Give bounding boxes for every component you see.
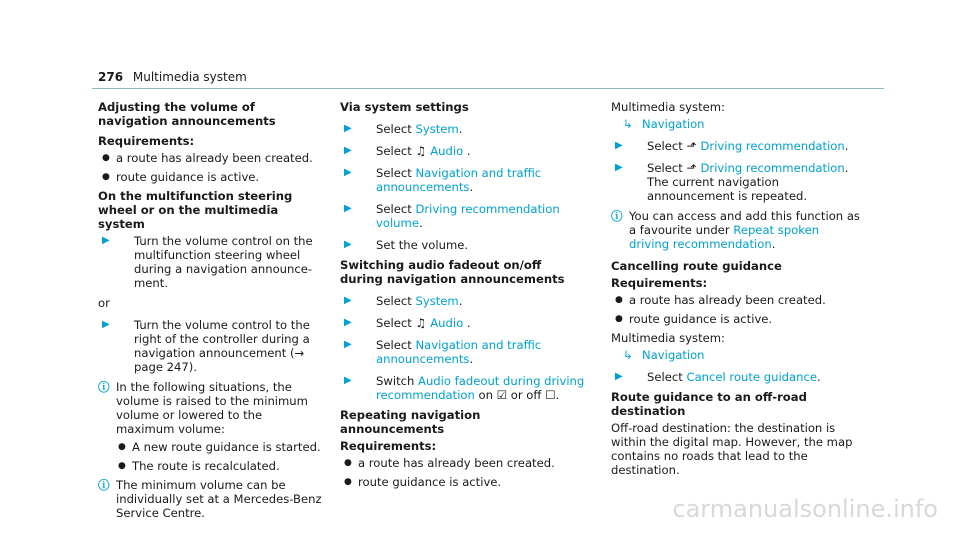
info-icon: ⓘ xyxy=(98,380,110,394)
step-arrow-icon: ▶ xyxy=(344,375,352,386)
driving-recommendation-icon: ⬏ xyxy=(686,139,697,153)
nav-path xyxy=(623,348,861,362)
heading-volume: Adjusting the volume of navigation announcements xyxy=(98,100,276,128)
step-arrow-icon: ▶ xyxy=(344,145,352,156)
step-arrow-icon: ▶ xyxy=(344,317,352,328)
list-item: ● The route is recalculated. xyxy=(118,459,280,473)
step-arrow-icon: ▶ xyxy=(615,371,623,382)
audio-fadeout-link[interactable]: Audio fadeout during driving recommendation xyxy=(376,374,585,402)
list-item: ● a route has already been created. xyxy=(344,456,555,470)
step-arrow-icon: ▶ xyxy=(344,295,352,306)
system-link[interactable]: System xyxy=(415,294,459,308)
column-3 xyxy=(611,100,861,480)
nav-path xyxy=(623,117,861,131)
section-title: Multimedia system xyxy=(132,70,247,84)
note: ⓘ You can access and add this function as a favourite under Repeat spoken driving recommendation. xyxy=(611,209,860,251)
heading-offroad: Route guidance to an off-road destination xyxy=(611,390,807,418)
list-item: ● a route has already been created. xyxy=(102,151,313,165)
multimedia-system-label: Multimedia system: xyxy=(611,100,725,114)
step-arrow-icon: ▶ xyxy=(344,239,352,250)
step: ▶ Switch Audio fadeout during driving recommendation on ☑ or off ☐. xyxy=(340,374,585,402)
page-number: 276 xyxy=(98,70,124,84)
step-arrow-icon: ▶ xyxy=(344,339,352,350)
step: ▶ Select System. xyxy=(340,122,585,136)
info-icon: ⓘ xyxy=(98,478,110,492)
requirements-label: Requirements: xyxy=(98,134,195,148)
navigation-link[interactable]: Navigation xyxy=(642,348,705,362)
repeat-favourite-link[interactable]: Repeat spoken driving recommendation xyxy=(629,223,820,251)
step-arrow-icon: ▶ xyxy=(615,162,623,173)
note: ⓘ In the following situations, the volume is raised to the minimum volume or lowered to the maximum volume: xyxy=(98,380,308,436)
step-arrow-icon: ▶ xyxy=(344,123,352,134)
page-header xyxy=(98,70,247,84)
path-arrow-icon: ↳ xyxy=(623,117,633,131)
navigation-link[interactable]: Navigation xyxy=(642,117,705,131)
path-arrow-icon: ↳ xyxy=(623,348,633,362)
step: ▶ Select ⬏ Driving recommendation. The current navigation announcement is repeated. xyxy=(611,161,861,203)
step: ▶ Select System. xyxy=(340,294,585,308)
info-icon: ⓘ xyxy=(611,209,623,223)
nav-announcements-link[interactable]: Navigation and traffic announcements xyxy=(376,166,542,194)
header-rule xyxy=(92,88,884,89)
step: ▶ Select Navigation and traffic announcements. xyxy=(340,166,585,194)
step: ▶ Select Driving recommendation volume. xyxy=(340,202,585,230)
offroad-text: Off-road destination: the destination is within the digital map. However, the map contains no roads that lead to the destination. xyxy=(611,421,853,477)
note: ⓘ The minimum volume can be individually set at a Mercedes-Benz Service Centre. xyxy=(98,478,322,520)
heading-system-settings: Via system settings xyxy=(340,100,469,114)
audio-icon: ♫ xyxy=(415,316,427,330)
audio-icon: ♫ xyxy=(415,144,427,158)
step-arrow-icon: ▶ xyxy=(102,319,110,330)
requirements-label: Requirements: xyxy=(611,276,708,290)
cancel-guidance-link[interactable]: Cancel route guidance xyxy=(686,370,817,384)
driving-recommendation-link[interactable]: Driving recommendation xyxy=(700,161,845,175)
list-item: ● route guidance is active. xyxy=(102,170,260,184)
step: ▶ Turn the volume control on the multifunction steering wheel during a navigation announcement. xyxy=(98,234,323,290)
heading-steering: On the multifunction steering wheel or on the multimedia system xyxy=(98,189,293,231)
audio-link[interactable]: Audio xyxy=(430,144,464,158)
step-arrow-icon: ▶ xyxy=(615,140,623,151)
step-arrow-icon: ▶ xyxy=(344,167,352,178)
heading-fadeout: Switching audio fadeout on/off during navigation announcements xyxy=(340,258,565,286)
list-item: ● a route has already been created. xyxy=(615,293,826,307)
list-item: ● A new route guidance is started. xyxy=(118,440,321,454)
heading-cancel: Cancelling route guidance xyxy=(611,259,782,273)
step: ▶ Select Cancel route guidance. xyxy=(611,370,861,384)
driving-recommendation-link[interactable]: Driving recommendation xyxy=(700,139,845,153)
step: ▶ Select ♫ Audio . xyxy=(340,316,585,330)
multimedia-system-label: Multimedia system: xyxy=(611,331,725,345)
audio-link[interactable]: Audio xyxy=(430,316,464,330)
list-item: ● route guidance is active. xyxy=(615,312,773,326)
system-link[interactable]: System xyxy=(415,122,459,136)
step: ▶ Set the volume. xyxy=(340,238,585,252)
step: ▶ Select Navigation and traffic announcements. xyxy=(340,338,585,366)
step-arrow-icon: ▶ xyxy=(102,235,110,246)
driving-recommendation-icon: ⬏ xyxy=(686,161,697,175)
list-item: ● route guidance is active. xyxy=(344,475,502,489)
column-2 xyxy=(340,100,585,494)
requirements-label: Requirements: xyxy=(340,439,437,453)
watermark: carmanualsonline.info xyxy=(672,495,938,523)
nav-announcements-link[interactable]: Navigation and traffic announcements xyxy=(376,338,542,366)
driving-volume-link[interactable]: Driving recommendation volume xyxy=(376,202,560,230)
step: ▶ Turn the volume control to the right of the controller during a navigation announcement (→ page 247). xyxy=(98,318,323,374)
column-1 xyxy=(98,100,323,524)
heading-repeating: Repeating navigation announcements xyxy=(340,408,481,436)
step-arrow-icon: ▶ xyxy=(344,203,352,214)
step: ▶ Select ♫ Audio . xyxy=(340,144,585,158)
step: ▶ Select ⬏ Driving recommendation. xyxy=(611,139,861,153)
or-text: or xyxy=(98,296,110,310)
